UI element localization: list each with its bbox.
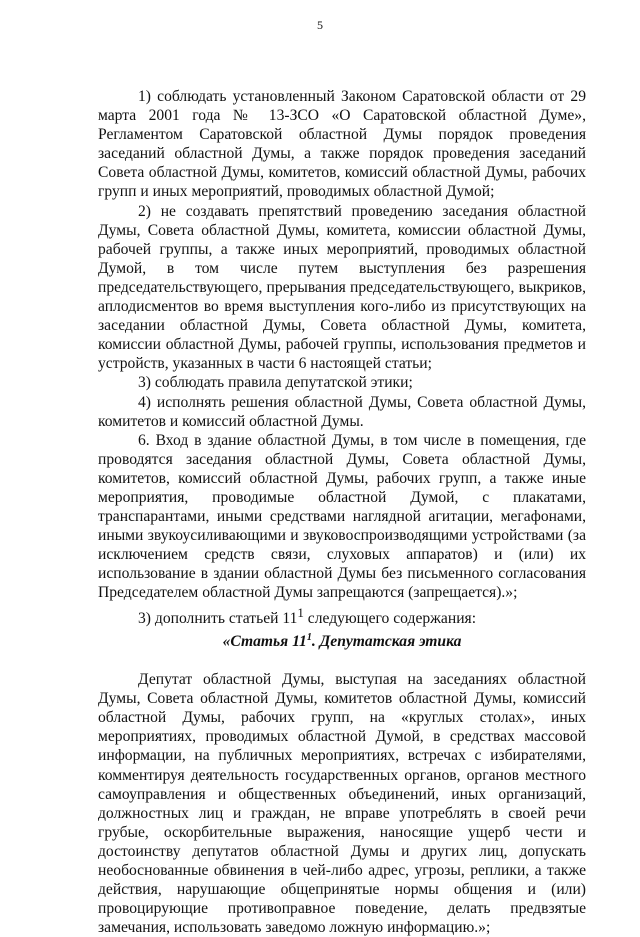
paragraph-4: 4) исполнять решения областной Думы, Совета областной Думы, комитетов и комиссий областной Думы.: [98, 393, 586, 430]
amendment-text-tail: следующего содержания:: [303, 609, 477, 627]
article-title-text: «Статья 11: [222, 633, 307, 650]
amendment-line: [98, 603, 586, 628]
paragraph-1: 1) соблюдать установленный Законом Саратовской области от 29 марта 2001 года № 13-ЗСО «О Саратовской областной Думе», Регламентом Саратовской областной Думы порядок проведения заседаний областной Думы, а также порядок проведения заседаний Совета областной Думы, комитетов, комиссий областной Думы, рабочих групп и иных мероприятий, проводимых областной Думой;: [98, 88, 586, 201]
amendment-text: 3) дополнить статьей 11: [138, 609, 298, 627]
spacer: [98, 651, 586, 670]
document-body: [98, 87, 586, 937]
article-body: Депутат областной Думы, выступая на заседаниях областной Думы, Совета областной Думы, комитетов областной Думы, комиссий областной Думы, рабочих групп, на «круглых столах», иных мероприятиях, проводимых областной Думой, в средствах массовой информации, на публичных мероприятиях, встречах с избирателями, комментируя деятельность государственных органов, органов местного самоуправления и общественных объединений, иных организаций, должностных лиц и граждан, не вправе употреблять в своей речи грубые, оскорбительные выражения, наносящие ущерб чести и достоинству депутатов областной Думы и других лиц, допускать необоснованные обвинения в чей-либо адрес, угрозы, реплики, а также действия, нарушающие общепринятые нормы общения и (или) провоцирующие противоправное поведение, делать предвзятые замечания, использовать заведомо ложную информацию.»;: [98, 671, 586, 937]
amendment-superscript: 1: [297, 604, 304, 620]
article-title: [98, 628, 586, 651]
article-title-tail: . Депутатская этика: [311, 633, 462, 650]
page-number: 5: [317, 18, 323, 32]
paragraph-3: 3) соблюдать правила депутатской этики;: [138, 374, 413, 392]
paragraph-part-6: 6. Вход в здание областной Думы, в том числе в помещения, где проводятся заседания областной Думы, Совета областной Думы, комитетов, комиссий областной Думы, рабочих групп, а также иные мероприятия, проводимые областной Думой, с плакатами, транспарантами, иными средствами наглядной агитации, мегафонами, иными звукоусиливающими и звуковоспроизводящими устройствами (за исключением средств связи, слуховых аппаратов) и (или) их использование в здании областной Думы без письменного согласования Председателем областной Думы запрещаются (запрещается).»;: [98, 431, 586, 602]
article-title-superscript: 1: [306, 631, 312, 643]
paragraph-2: 2) не создавать препятствий проведению заседания областной Думы, Совета областной Думы, комитета, комиссии областной Думы, рабочей группы, а также иных мероприятий, проводимых областной Думой, в том числе путем выступления без разрешения председательствующего, прерывания председательствующего, выкриков, аплодисментов во время выступления кого-либо из присутствующих на заседании областной Думы, Совета областной Думы, комитета, комиссии областной Думы, рабочей группы, использования предметов и устройств, указанных в части 6 настоящей статьи;: [98, 202, 586, 373]
